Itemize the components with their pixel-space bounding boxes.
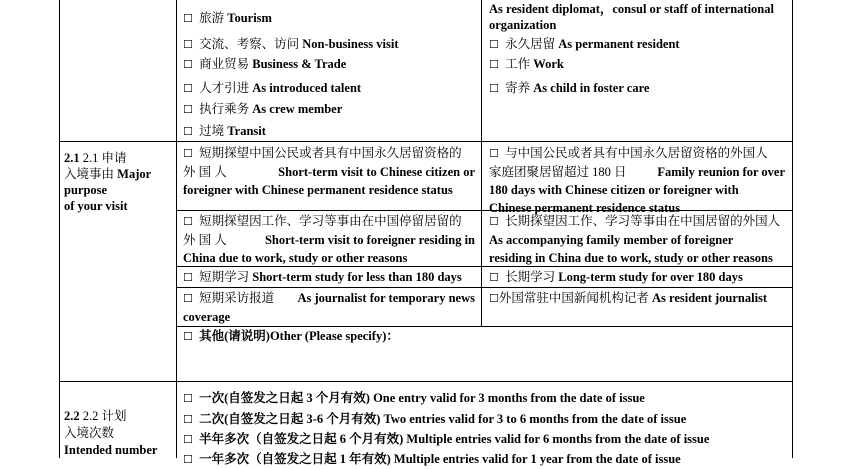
- checkbox[interactable]: ☐: [183, 433, 193, 446]
- checkbox[interactable]: ☐: [183, 215, 193, 228]
- checkbox[interactable]: ☐: [489, 271, 499, 284]
- option-diplomat[interactable]: As resident diplomat，consul or staff of international organization: [489, 2, 774, 32]
- checkbox[interactable]: ☐: [183, 58, 193, 71]
- checkbox[interactable]: ☐: [489, 215, 499, 228]
- option-permanent-resident[interactable]: ☐ 永久居留 As permanent resident: [489, 37, 680, 51]
- left-border: [59, 0, 60, 458]
- section-2-1-label: 2.1 2.1 申请 入境事由 Major purpose of your visit: [64, 151, 152, 213]
- option-crew[interactable]: ☐ 执行乘务 As crew member: [183, 102, 343, 116]
- option-short-visit-foreigner[interactable]: ☐ 短期探望因工作、学习等事由在中国停留居留的 外 国 人 Short-term visit to foreigner residing in China due to work, study or other reasons: [183, 214, 475, 265]
- option-other[interactable]: ☐ 其他(请说明)Other (Please specify)：: [183, 329, 399, 343]
- entry-one-year-multiple[interactable]: ☐ 一年多次（自签发之日起 1 年有效) Multiple entries valid for 1 year from the date of issue: [183, 452, 681, 466]
- checkbox[interactable]: ☐: [489, 292, 499, 305]
- option-long-term-study[interactable]: ☐ 长期学习 Long-term study for over 180 days: [489, 270, 743, 284]
- option-short-visit-chinese[interactable]: ☐ 短期探望中国公民或者具有中国永久居留资格的 外 国 人 Short-term visit to Chinese citizen or foreigner with Chinese permanent residence status: [183, 146, 475, 197]
- option-resident-journalist[interactable]: ☐外国常驻中国新闻机构记者 As resident journalist: [489, 291, 768, 305]
- checkbox[interactable]: ☐: [183, 125, 193, 138]
- checkbox[interactable]: ☐: [489, 82, 499, 95]
- section-divider: [59, 381, 793, 382]
- checkbox[interactable]: ☐: [183, 392, 193, 405]
- entry-half-year-multiple[interactable]: ☐ 半年多次（自签发之日起 6 个月有效) Multiple entries valid for 6 months from the date of issue: [183, 432, 710, 446]
- checkbox[interactable]: ☐: [183, 271, 193, 284]
- option-family-reunion[interactable]: ☐ 与中国公民或者具有中国永久居留资格的外国人 家庭团聚居留超过 180 日 Family reunion for over 180 days with Chinese citizen or foreigner with Chinese permanent residence status: [489, 146, 785, 215]
- section-2-2-label: 2.2 2.2 计划 入境次数 Intended number: [64, 409, 158, 457]
- entry-one[interactable]: ☐ 一次(自签发之日起 3 个月有效) One entry valid for 3 months from the date of issue: [183, 391, 645, 405]
- checkbox[interactable]: ☐: [183, 413, 193, 426]
- checkbox[interactable]: ☐: [183, 82, 193, 95]
- option-foster-care[interactable]: ☐ 寄养 As child in foster care: [489, 81, 650, 95]
- entry-two[interactable]: ☐ 二次(自签发之日起 3-6 个月有效) Two entries valid for 3 to 6 months from the date of issue: [183, 412, 687, 426]
- checkbox[interactable]: ☐: [183, 330, 193, 343]
- checkbox[interactable]: ☐: [183, 147, 193, 160]
- option-talent[interactable]: ☐ 人才引进 As introduced talent: [183, 81, 362, 95]
- option-column-divider: [481, 0, 482, 326]
- row-divider: [176, 287, 793, 288]
- checkbox[interactable]: ☐: [183, 103, 193, 116]
- checkbox[interactable]: ☐: [183, 292, 193, 305]
- right-border: [792, 0, 793, 458]
- checkbox[interactable]: ☐: [489, 58, 499, 71]
- row-divider: [59, 141, 793, 142]
- option-business[interactable]: ☐ 商业贸易 Business & Trade: [183, 57, 347, 71]
- checkbox[interactable]: ☐: [183, 453, 193, 466]
- option-work[interactable]: ☐ 工作 Work: [489, 57, 564, 71]
- option-short-term-study[interactable]: ☐ 短期学习 Short-term study for less than 180 days: [183, 270, 462, 284]
- option-transit[interactable]: ☐ 过境 Transit: [183, 124, 266, 138]
- option-non-business[interactable]: ☐ 交流、考察、访问 Non-business visit: [183, 37, 399, 51]
- option-accompanying-family[interactable]: ☐ 长期探望因工作、学习等事由在中国居留的外国人 As accompanying family member of foreigner residing in China due to work, study or other reasons: [489, 214, 781, 265]
- checkbox[interactable]: ☐: [489, 38, 499, 51]
- checkbox[interactable]: ☐: [489, 147, 499, 160]
- checkbox[interactable]: ☐: [183, 38, 193, 51]
- label-column-divider: [176, 0, 177, 458]
- checkbox[interactable]: ☐: [183, 12, 193, 25]
- option-temporary-journalist[interactable]: ☐ 短期采访报道 As journalist for temporary news coverage: [183, 291, 475, 324]
- option-tourism[interactable]: ☐ 旅游 Tourism: [183, 11, 272, 25]
